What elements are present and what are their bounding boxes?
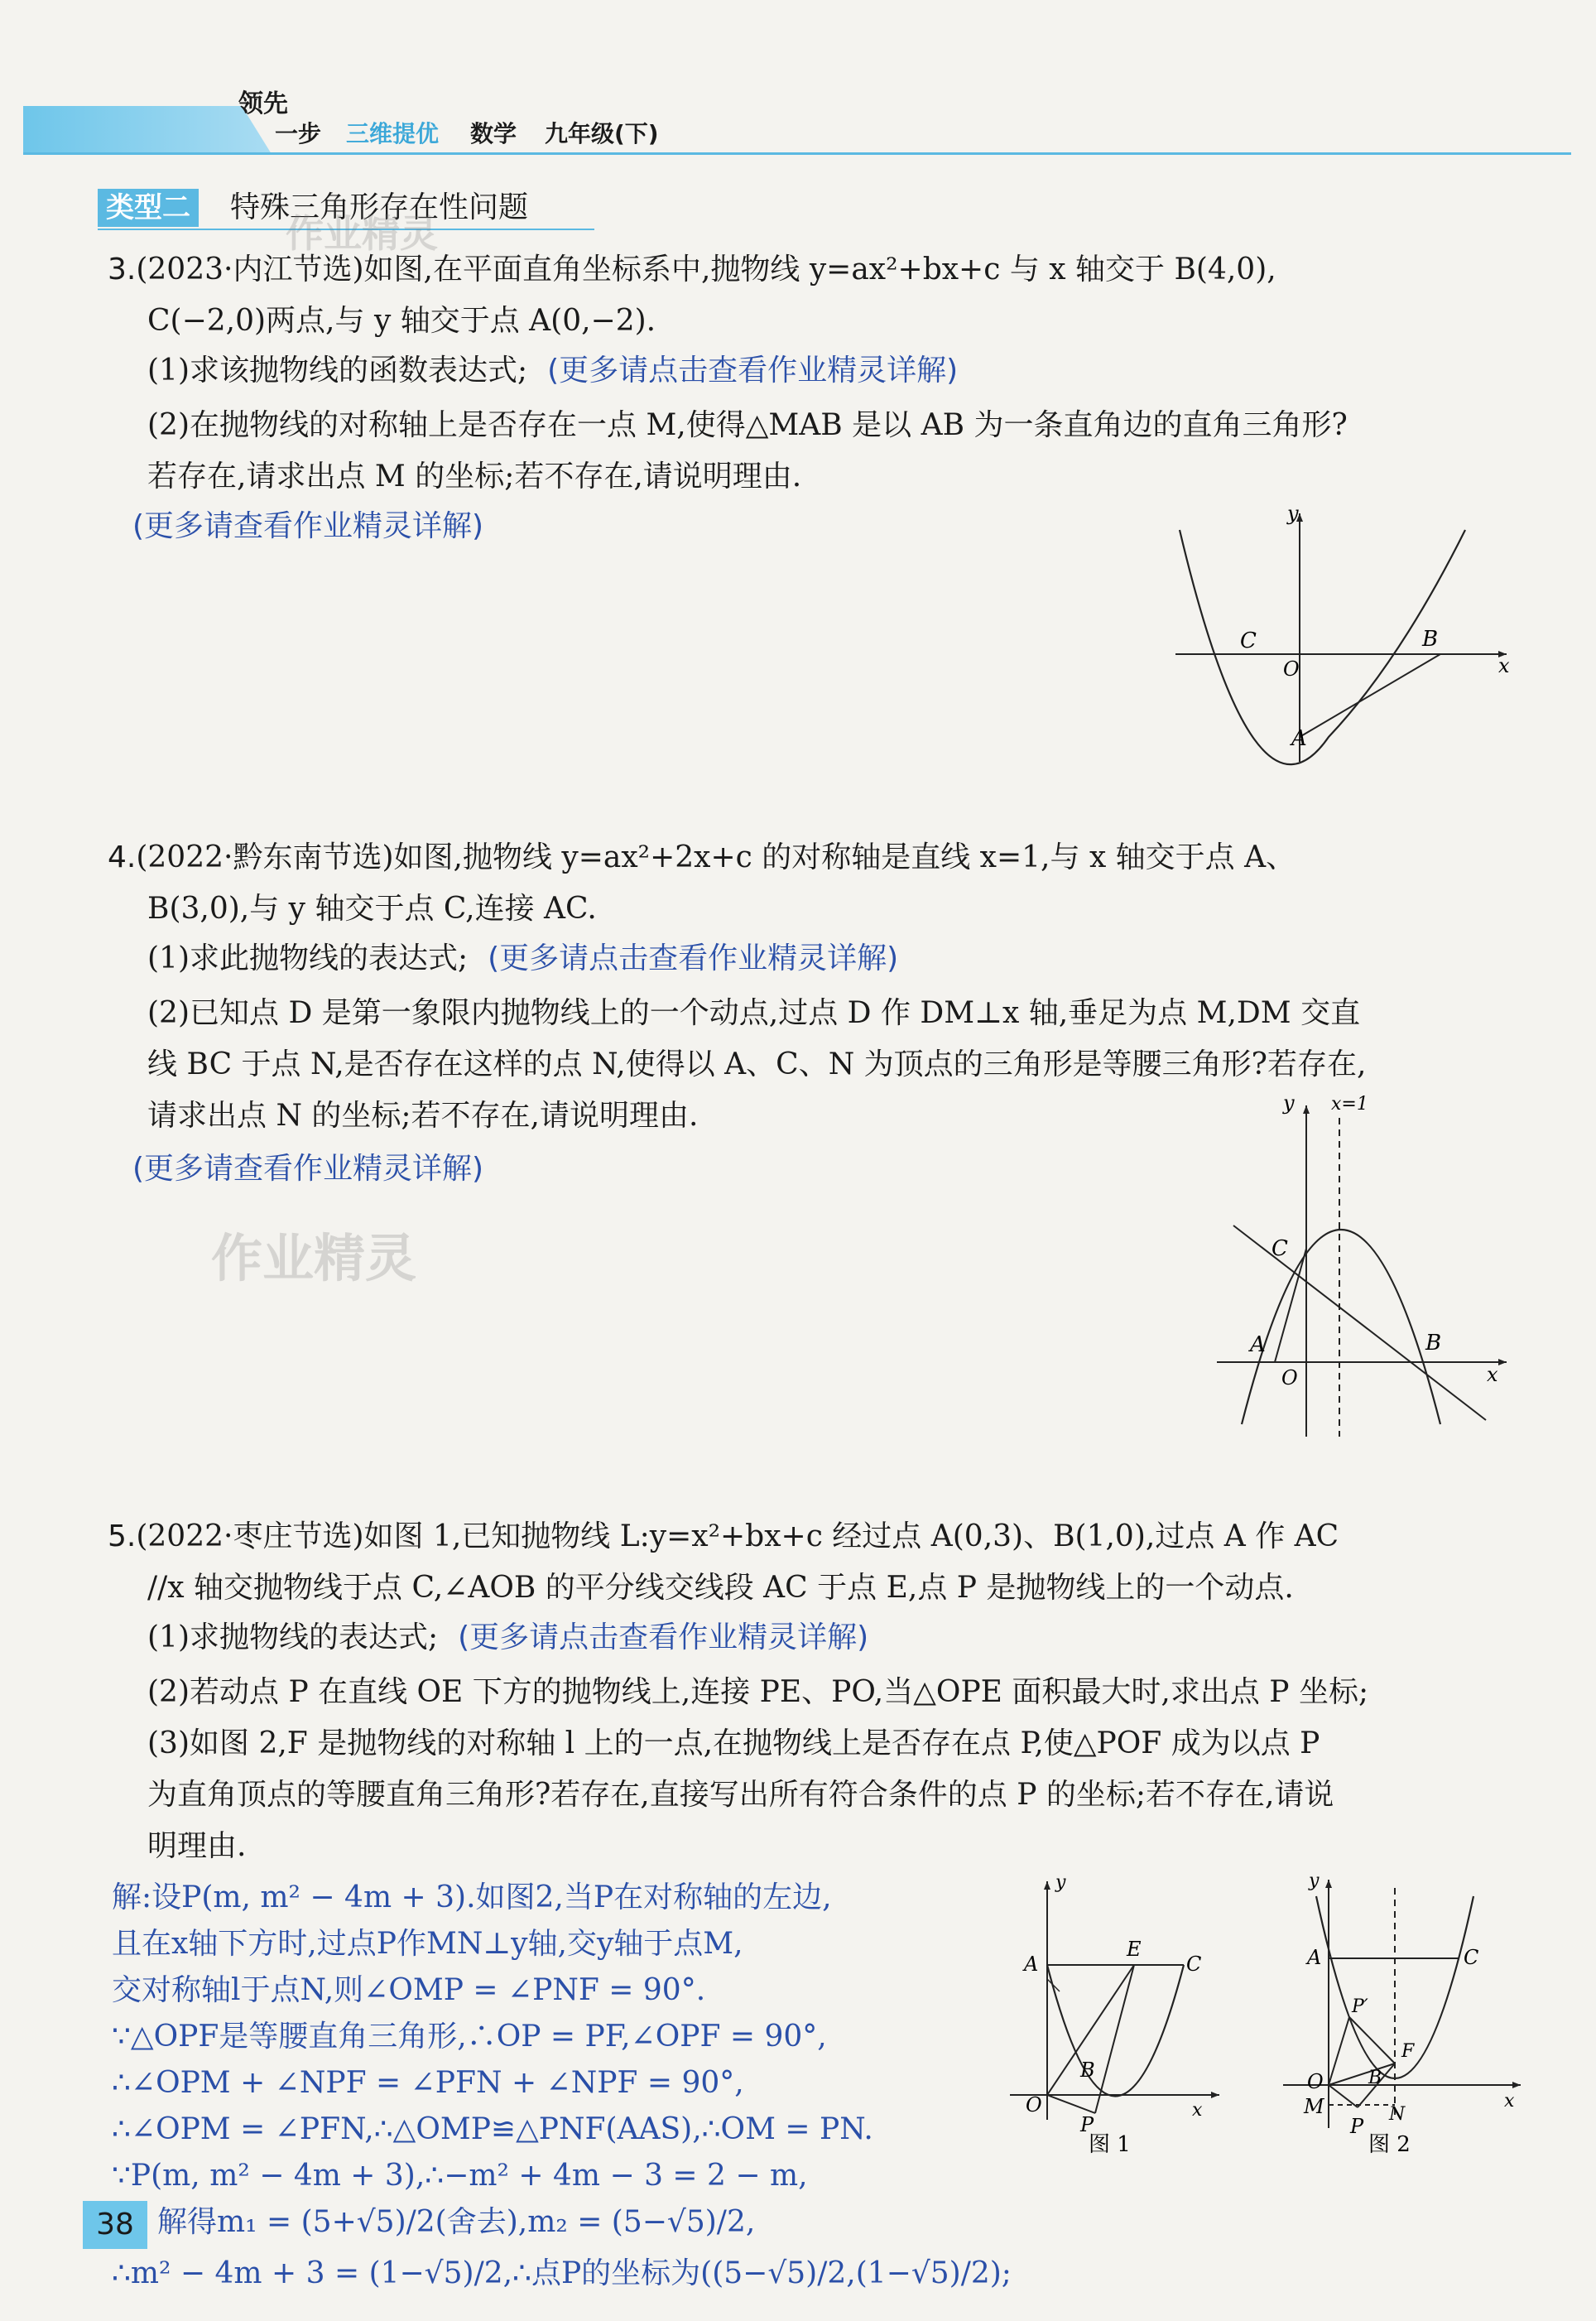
fig2-segment-op (1329, 2085, 1358, 2107)
fig2-x-arrow-icon (1512, 2082, 1521, 2088)
solution-line1: 解:设P(m, m² − 4m + 3).如图2,当P在对称轴的左边, (112, 1880, 832, 1914)
q4-part2c: 请求出点 N 的坐标;若不存在,请说明理由. (147, 1099, 699, 1133)
fig1-y-arrow-icon (1044, 1881, 1050, 1890)
fig2-label-p1: P′ (1352, 1996, 1368, 2017)
brand-bottom: 一步 (275, 120, 322, 147)
q3-label-c: C (1240, 628, 1257, 653)
q3-part2a: (2)在抛物线的对称轴上是否存在一点 M,使得△MAB 是以 AB 为一条直角边的直角三角形? (147, 408, 1348, 442)
solution-line5: ∴∠OPM + ∠NPF = ∠PFN + ∠NPF = 90°, (112, 2066, 744, 2100)
fig2-label-f: F (1401, 2041, 1415, 2062)
fig2-label-n: N (1389, 2104, 1406, 2125)
q3-line1: 3.(2023·内江节选)如图,在平面直角坐标系中,抛物线 y=ax²+bx+c 与 x 轴交于 B(4,0), (108, 253, 1276, 287)
solution-line2: 且在x轴下方时,过点P作MN⊥y轴,交y轴于点M, (112, 1927, 743, 1961)
subject-name: 数学 (470, 120, 517, 147)
fig2-label-m: M (1304, 2095, 1324, 2118)
q5-line2: //x 轴交抛物线于点 C,∠AOB 的平分线交线段 AC 于点 E,点 P 是抛物线上的一个动点. (147, 1571, 1294, 1605)
solution-line3: 交对称轴l于点N,则∠OMP = ∠PNF = 90°. (112, 1973, 706, 2007)
q4-part2-link[interactable]: (更多请查看作业精灵详解) (132, 1152, 484, 1186)
q4-label-a: A (1250, 1332, 1266, 1357)
section-tag: 类型二 (98, 189, 199, 227)
fig1-label-p: P (1080, 2113, 1094, 2136)
q4-label-y: y (1283, 1093, 1295, 1115)
q3-part2b: 若存在,请求出点 M 的坐标;若不存在,请说明理由. (147, 460, 802, 494)
q4-x-arrow-icon (1498, 1359, 1507, 1365)
fig2-caption: 图 2 (1368, 2132, 1411, 2157)
q4-figure (1209, 1093, 1515, 1441)
q4-part1-link[interactable]: (更多请点击查看作业精灵详解) (488, 941, 899, 975)
section-title: 特殊三角形存在性问题 (230, 190, 529, 224)
fig2-segment-op1 (1329, 2017, 1349, 2085)
fig1-label-o: O (1026, 2093, 1042, 2116)
fig1-caption: 图 1 (1089, 2132, 1131, 2157)
watermark-mid: 作业精灵 (211, 1228, 417, 1288)
q3-label-b: B (1422, 627, 1439, 652)
q3-figure (1159, 497, 1523, 770)
q5-part1-link[interactable]: (更多请点击查看作业精灵详解) (458, 1620, 869, 1654)
q3-label-o: O (1283, 657, 1300, 681)
q5-part3c: 明理由. (147, 1829, 247, 1863)
q4-label-b: B (1425, 1331, 1442, 1356)
q4-line1: 4.(2022·黔东南节选)如图,抛物线 y=ax²+2x+c 的对称轴是直线 x=1,与 x 轴交于点 A、 (108, 840, 1296, 874)
solution-line4: ∵△OPF是等腰直角三角形,∴OP = PF,∠OPF = 90°, (112, 2020, 827, 2054)
fig2-label-x: x (1504, 2091, 1515, 2112)
q4-label-x: x (1487, 1363, 1498, 1386)
solution-line7: ∵P(m, m² − 4m + 3),∴−m² + 4m − 3 = 2 − m, (112, 2159, 808, 2193)
solution-line9: ∴m² − 4m + 3 = (1−√5)/2,∴点P的坐标为((5−√5)/2,(1−√5)/2); (112, 2256, 1012, 2290)
fig1-label-c: C (1186, 1953, 1202, 1976)
q4-part2b: 线 BC 于点 N,是否存在这样的点 N,使得以 A、C、N 为顶点的三角形是等腰三角形?若存在, (147, 1047, 1367, 1081)
fig2-segment-p1f (1349, 2017, 1395, 2063)
q4-label-o: O (1281, 1366, 1298, 1389)
q3-label-x: x (1498, 654, 1510, 677)
header-band (23, 106, 272, 154)
page-number: 38 (83, 2201, 147, 2249)
fig1-x-arrow-icon (1211, 2092, 1219, 2098)
q5-figure-1 (997, 1871, 1229, 2161)
q3-part1-link[interactable]: (更多请点击查看作业精灵详解) (547, 354, 959, 388)
q4-label-x1: x=1 (1331, 1094, 1368, 1115)
fig1-label-e: E (1127, 1938, 1142, 1961)
fig2-label-o: O (1307, 2070, 1324, 2093)
q5-part2: (2)若动点 P 在直线 OE 下方的抛物线上,连接 PE、PO,当△OPE 面积最大时,求出点 P 坐标; (147, 1675, 1369, 1709)
fig1-parabola (1047, 1965, 1184, 2097)
fig2-label-p: P (1350, 2115, 1364, 2138)
q3-label-a: A (1291, 726, 1307, 751)
fig1-label-x: x (1192, 2100, 1203, 2121)
q3-part1: (1)求该抛物线的函数表达式; (更多请点击查看作业精灵详解) (147, 354, 959, 388)
q5-part3b: 为直角顶点的等腰直角三角形?若存在,直接写出所有符合条件的点 P 的坐标;若不存在,请说 (147, 1778, 1334, 1812)
header-rule (23, 152, 1571, 155)
watermark-top: 作业精灵 (286, 211, 438, 256)
brand-top: 领先 (238, 89, 288, 118)
solution-line8: 解得m₁ = (5+√5)/2(舍去),m₂ = (5−√5)/2, (157, 2205, 756, 2239)
grade-name: 九年级(下) (545, 120, 659, 147)
q5-line1: 5.(2022·枣庄节选)如图 1,已知抛物线 L:y=x²+bx+c 经过点 A(0,3)、B(1,0),过点 A 作 AC (108, 1519, 1339, 1553)
fig2-label-c: C (1464, 1946, 1479, 1969)
q4-part1: (1)求此抛物线的表达式; (更多请点击查看作业精灵详解) (147, 941, 899, 975)
fig2-label-b: B (1368, 2068, 1382, 2088)
q4-part2a: (2)已知点 D 是第一象限内抛物线上的一个动点,过点 D 作 DM⊥x 轴,垂足为点 M,DM 交直 (147, 996, 1361, 1030)
fig1-label-y: y (1055, 1872, 1066, 1893)
solution-line6: ∴∠OPM = ∠PFN,∴△OMP≌△PNF(AAS),∴OM = PN. (112, 2112, 873, 2146)
q3-line2: C(−2,0)两点,与 y 轴交于点 A(0,−2). (147, 304, 656, 338)
q4-line2: B(3,0),与 y 轴交于点 C,连接 AC. (147, 892, 597, 926)
q3-part2-link[interactable]: (更多请查看作业精灵详解) (132, 509, 484, 543)
fig2-y-arrow-icon (1325, 1880, 1332, 1888)
series-name: 三维提优 (346, 120, 440, 147)
fig1-label-b: B (1080, 2059, 1095, 2082)
fig2-label-a: A (1307, 1946, 1322, 1969)
q5-part1: (1)求抛物线的表达式; (更多请点击查看作业精灵详解) (147, 1620, 869, 1654)
fig1-segment-op (1047, 2095, 1095, 2113)
q5-part3a: (3)如图 2,F 是抛物线的对称轴 l 上的一点,在抛物线上是否存在点 P,使△POF 成为以点 P (147, 1726, 1320, 1760)
q4-y-arrow-icon (1303, 1105, 1310, 1114)
q3-label-y: y (1287, 502, 1299, 525)
fig2-label-y: y (1309, 1871, 1320, 1891)
fig1-label-a: A (1024, 1953, 1039, 1976)
q4-label-c: C (1272, 1236, 1288, 1261)
q5-figure-2 (1271, 1871, 1527, 2161)
q3-segment-ab (1300, 654, 1440, 737)
